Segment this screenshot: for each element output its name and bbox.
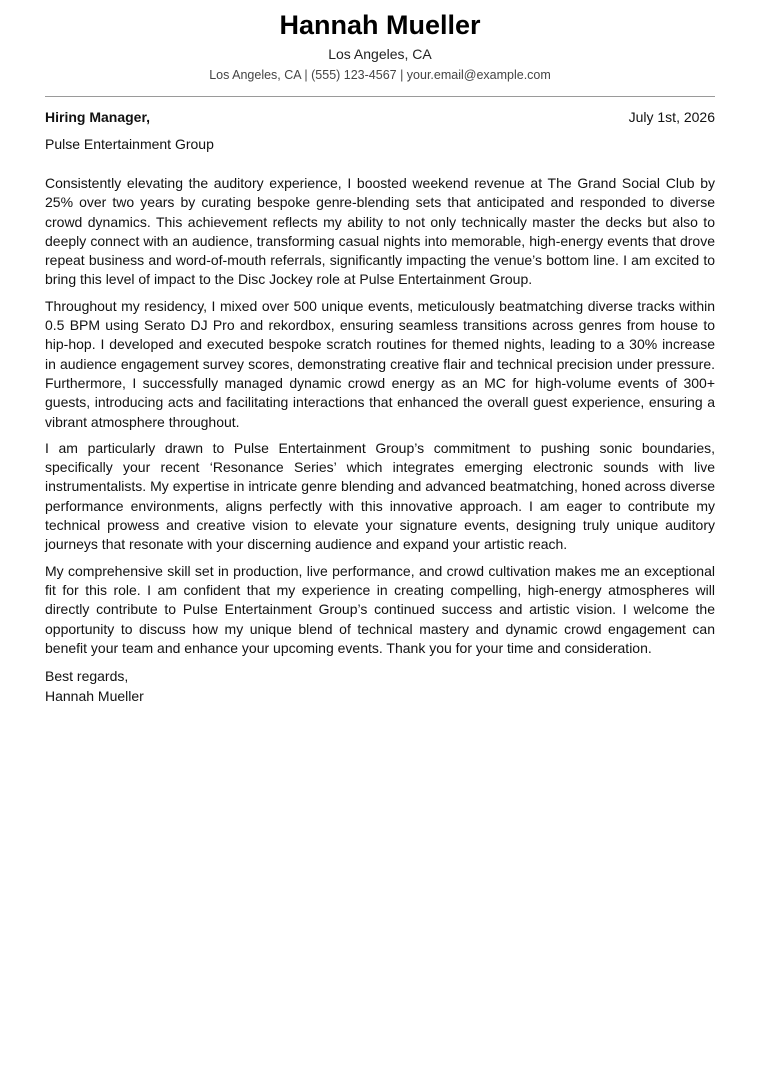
recipient-company: Pulse Entertainment Group [45, 136, 214, 152]
applicant-location: Los Angeles, CA [328, 46, 432, 62]
applicant-name: Hannah Mueller [279, 10, 481, 40]
signature-name: Hannah Mueller [45, 687, 144, 704]
letter-date: July 1st, 2026 [628, 109, 715, 125]
body-paragraph: Throughout my residency, I mixed over 500 unique events, meticulously beatmatching diverse tracks within 0.5 BPM using Serato DJ Pro and rekordbox, ensuring seamless transitions across genres from house to hip-hop. I developed and executed bespoke scratch routines for themed nights, leading to a 30% increase in audience engagement survey scores, demonstrating creative flair and technical precision under pressure. Furthermore, I successfully managed dynamic crowd energy as an MC for high-volume events of 300+ guests, introducing acts and facilitating interactions that enhanced the overall guest experience, ensuring a vibrant atmosphere throughout. [45, 297, 715, 430]
letter-header [45, 0, 715, 84]
letter-closing [45, 667, 715, 706]
closing-phrase: Best regards, [45, 668, 129, 685]
header-divider [45, 96, 715, 97]
body-paragraph: My comprehensive skill set in production, live performance, and crowd cultivation makes me an exceptional fit for this role. I am confident that my experience in creating compelling, high-energy atmospheres will directly contribute to Pulse Entertainment Group’s continued success and artistic vision. I welcome the opportunity to discuss how my unique blend of technical mastery and dynamic crowd engagement can benefit your team and enhance your upcoming events. Thank you for your time and consideration. [45, 562, 715, 656]
body-paragraph: Consistently elevating the auditory experience, I boosted weekend revenue at The Grand Social Club by 25% over two years by curating bespoke genre-blending sets that anticipated and responded to diverse crowd dynamics. This achievement reflects my ability to not only technically master the decks but also to deeply connect with an audience, transforming casual nights into memorable, high-energy events that drove repeat business and word-of-mouth referrals, significantly impacting the venue’s bottom line. I am excited to bring this level of impact to the Disc Jockey role at Pulse Entertainment Group. [45, 175, 715, 288]
letter-body [45, 174, 715, 658]
recipient-salutation: Hiring Manager, [45, 109, 151, 125]
applicant-contact-line: Los Angeles, CA | (555) 123-4567 | your.email@example.com [209, 68, 551, 82]
recipient-date-row [45, 107, 715, 127]
body-paragraph: I am particularly drawn to Pulse Entertainment Group’s commitment to pushing sonic boundaries, specifically your recent ‘Resonance Series’ which integrates emerging electronic sounds with live instrumentalists. My expertise in intricate genre blending and advanced beatmatching, honed across diverse performance environments, aligns perfectly with this innovative approach. I am eager to contribute my technical prowess and creative vision to elevate your signature events, designing truly unique auditory journeys that resonate with your discerning audience and expand your artistic reach. [45, 439, 715, 553]
